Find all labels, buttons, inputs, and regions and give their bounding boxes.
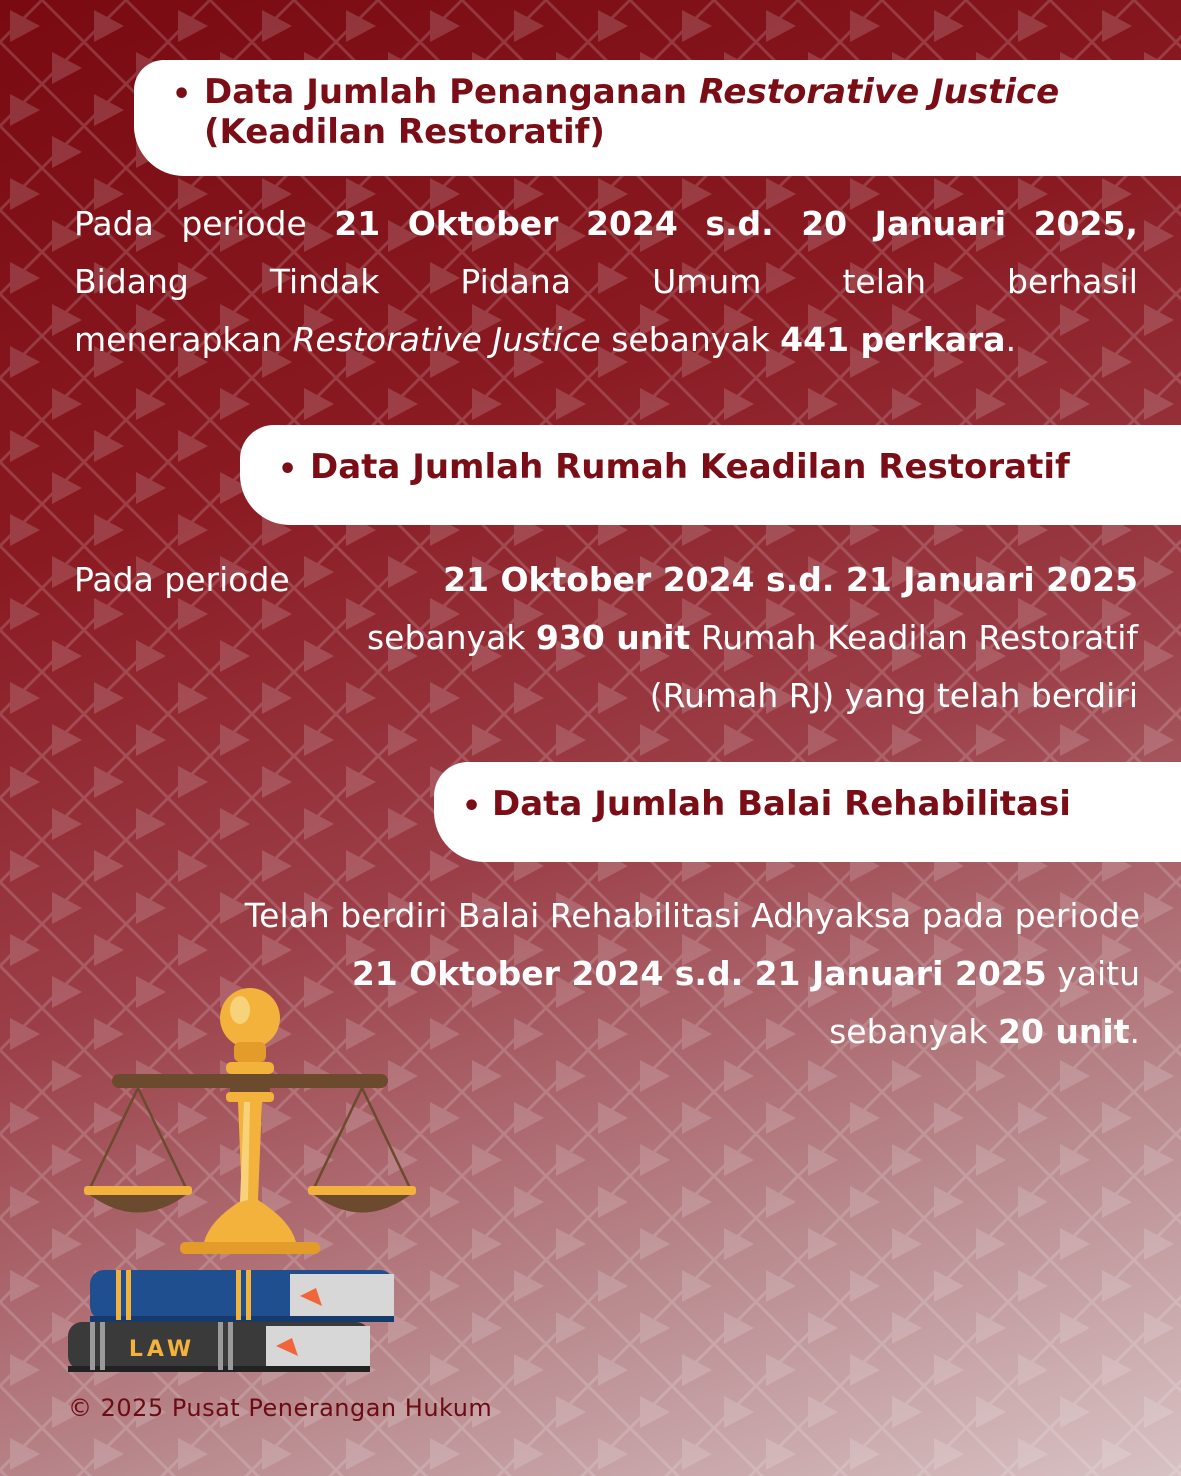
paragraph-line: sebanyak 20 unit. [829,1012,1140,1051]
scales-of-justice-illustration [60,980,430,1380]
section-header-restorative-justice [134,60,1181,176]
paragraph-line: 21 Oktober 2024 s.d. 21 Januari 2025 yaitu [351,954,1140,993]
paragraph-line: sebanyak 930 unit Rumah Keadilan Restoratif [366,618,1138,657]
bullet-icon: • [462,789,482,824]
paragraph-line: Pada periode 21 Oktober 2024 s.d. 20 Januari 2025, [74,204,1138,243]
bullet-icon: • [172,77,192,112]
paragraph-line: menerapkan Restorative Justice sebanyak 441 perkara. [74,320,1017,359]
copyright-footer: © 2025 Pusat Penerangan Hukum [68,1394,493,1422]
paragraph-line: Telah berdiri Balai Rehabilitasi Adhyaksa pada periode [244,896,1140,935]
paragraph-line: (Rumah RJ) yang telah berdiri [649,676,1138,715]
bullet-icon: • [278,452,298,487]
paragraph-line: Pada periode 21 Oktober 2024 s.d. 21 Januari 2025 [74,560,1138,599]
book-label: LAW [128,1337,196,1362]
section-header-rumah-keadilan [240,425,1181,525]
section-title: Data Jumlah Penanganan Restorative Justice (Keadilan Restoratif) [204,72,1060,152]
section-header-balai-rehabilitasi [434,762,1181,862]
rumah-keadilan-paragraph [74,551,1138,725]
section-title: Data Jumlah Rumah Keadilan Restoratif [310,447,1070,487]
paragraph-line: Bidang Tindak Pidana Umum telah berhasil [74,262,1138,301]
section-title: Data Jumlah Balai Rehabilitasi [492,784,1071,824]
restorative-justice-paragraph [74,195,1138,369]
